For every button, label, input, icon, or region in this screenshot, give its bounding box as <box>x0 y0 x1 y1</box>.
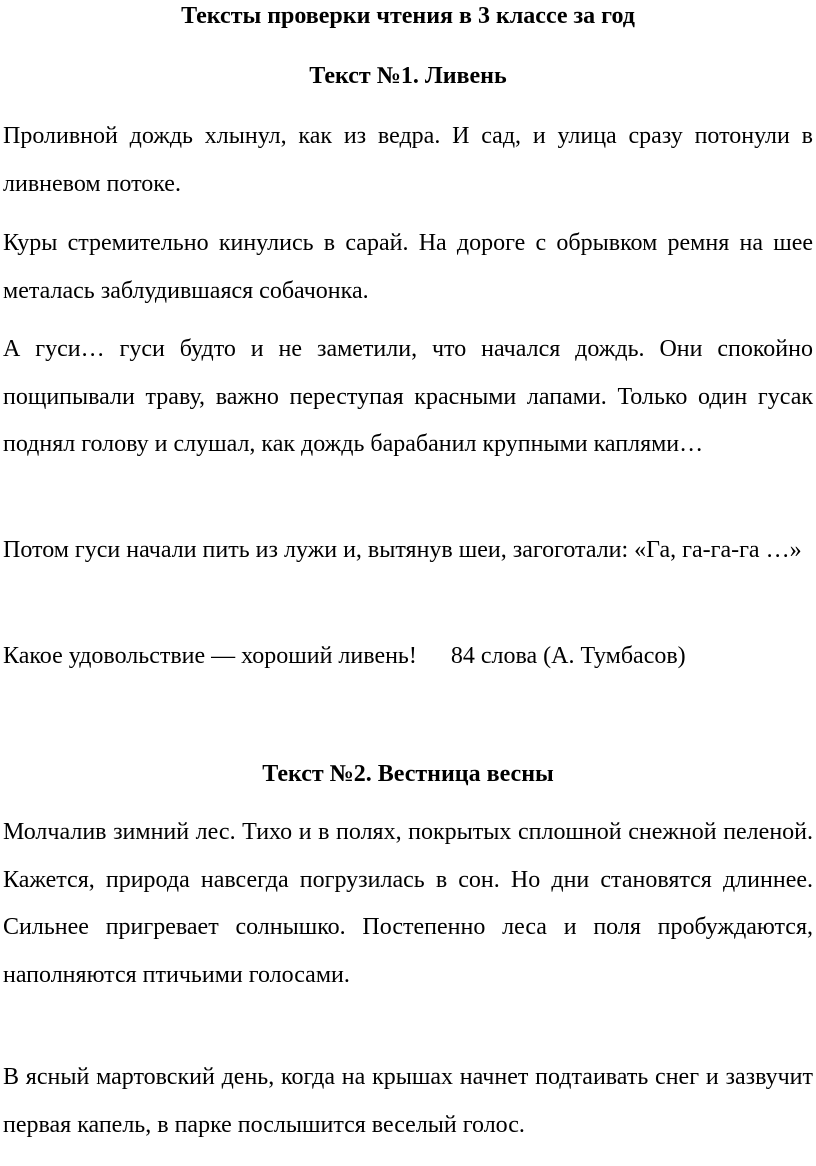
document-title: Тексты проверки чтения в 3 классе за год <box>181 3 635 29</box>
text2-heading: Текст №2. Вестница весны <box>262 761 554 787</box>
text2-paragraph-2: В ясный мартовский день, когда на крышах начнет подтаивать снег и зазвучит первая капель, в парке послышится веселый голос. <box>3 1064 813 1138</box>
text1-heading: Текст №1. Ливень <box>309 63 507 89</box>
text1-paragraph-4: Потом гуси начали пить из лужи и, вытянув шеи, загоготали: «Га, га-га-га …» <box>3 537 802 563</box>
text1-closing-sentence: Какое удовольствие — хороший ливень! <box>3 643 417 669</box>
text1-word-count-author: 84 слова (А. Тумбасов) <box>450 643 686 669</box>
text1-paragraph-3: А гуси… гуси будто и не заметили, что начался дождь. Они спокойно пощипывали траву, важно переступая красными лапами. Только один гусак поднял голову и слушал, как дождь барабанил крупными каплями… <box>3 336 813 457</box>
text1-paragraph-2: Куры стремительно кинулись в сарай. На дороге с обрывком ремня на шее металась заблудившаяся собачонка. <box>3 230 813 304</box>
text1-closing-line <box>3 633 813 681</box>
text2-paragraph-1: Молчалив зимний лес. Тихо и в полях, покрытых сплошной снежной пеленой. Кажется, природа навсегда погрузилась в сон. Но дни становятся длиннее. Сильнее пригревает солнышко. Постепенно леса и поля пробуждаются, наполняются птичьими голосами. <box>3 819 813 988</box>
text1-paragraph-1: Проливной дождь хлынул, как из ведра. И сад, и улица сразу потонули в ливневом потоке. <box>3 123 813 197</box>
